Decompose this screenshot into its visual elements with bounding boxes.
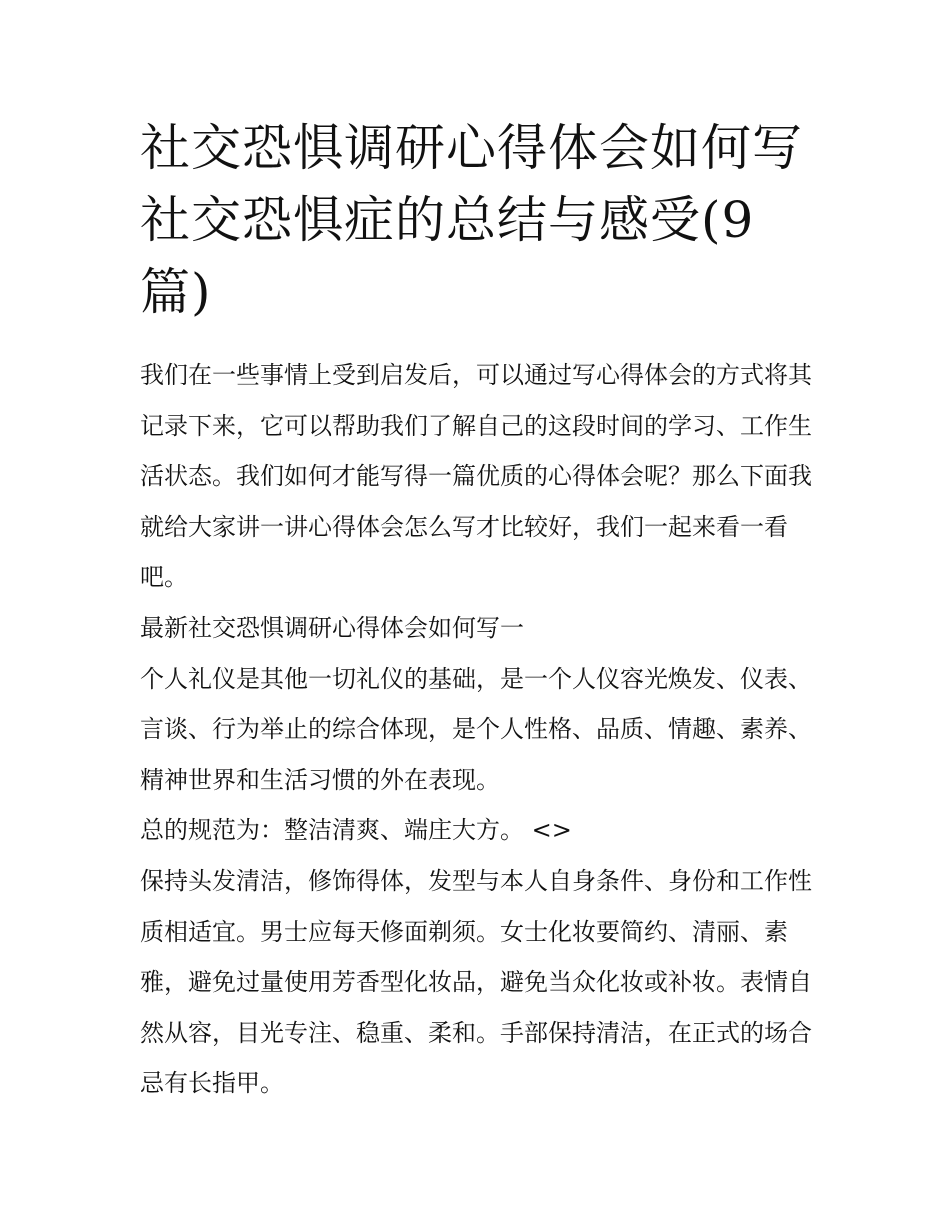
paragraph-general-rule: 总的规范为：整洁清爽、端庄大方。 <> [140,816,572,845]
document-page [140,112,812,1109]
document-title: 社交恐惧调研心得体会如何写社交恐惧症的总结与感受(9篇) [140,119,803,321]
paragraph-grooming: 保持头发清洁，修饰得体，发型与本人自身条件、身份和工作性质相适宜。男士应每天修面剃须。女士化妆要简约、清丽、素雅，避免过量使用芳香型化妆品，避免当众化妆或补妆。表情自然从容，目光专注、稳重、柔和。手部保持清洁，在正式的场合忌有长指甲。 [140,866,812,1098]
section-heading: 最新社交恐惧调研心得体会如何写一 [140,613,524,642]
document-body [140,350,812,1109]
paragraph-intro: 我们在一些事情上受到启发后，可以通过写心得体会的方式将其记录下来，它可以帮助我们了解自己的这段时间的学习、工作生活状态。我们如何才能写得一篇优质的心得体会呢？那么下面我就给大家讲一讲心得体会怎么写才比较好，我们一起来看一看吧。 [140,361,812,592]
paragraph-etiquette: 个人礼仪是其他一切礼仪的基础，是一个人仪容光焕发、仪表、言谈、行为举止的综合体现，是个人性格、品质、情趣、素养、精神世界和生活习惯的外在表现。 [140,664,812,794]
